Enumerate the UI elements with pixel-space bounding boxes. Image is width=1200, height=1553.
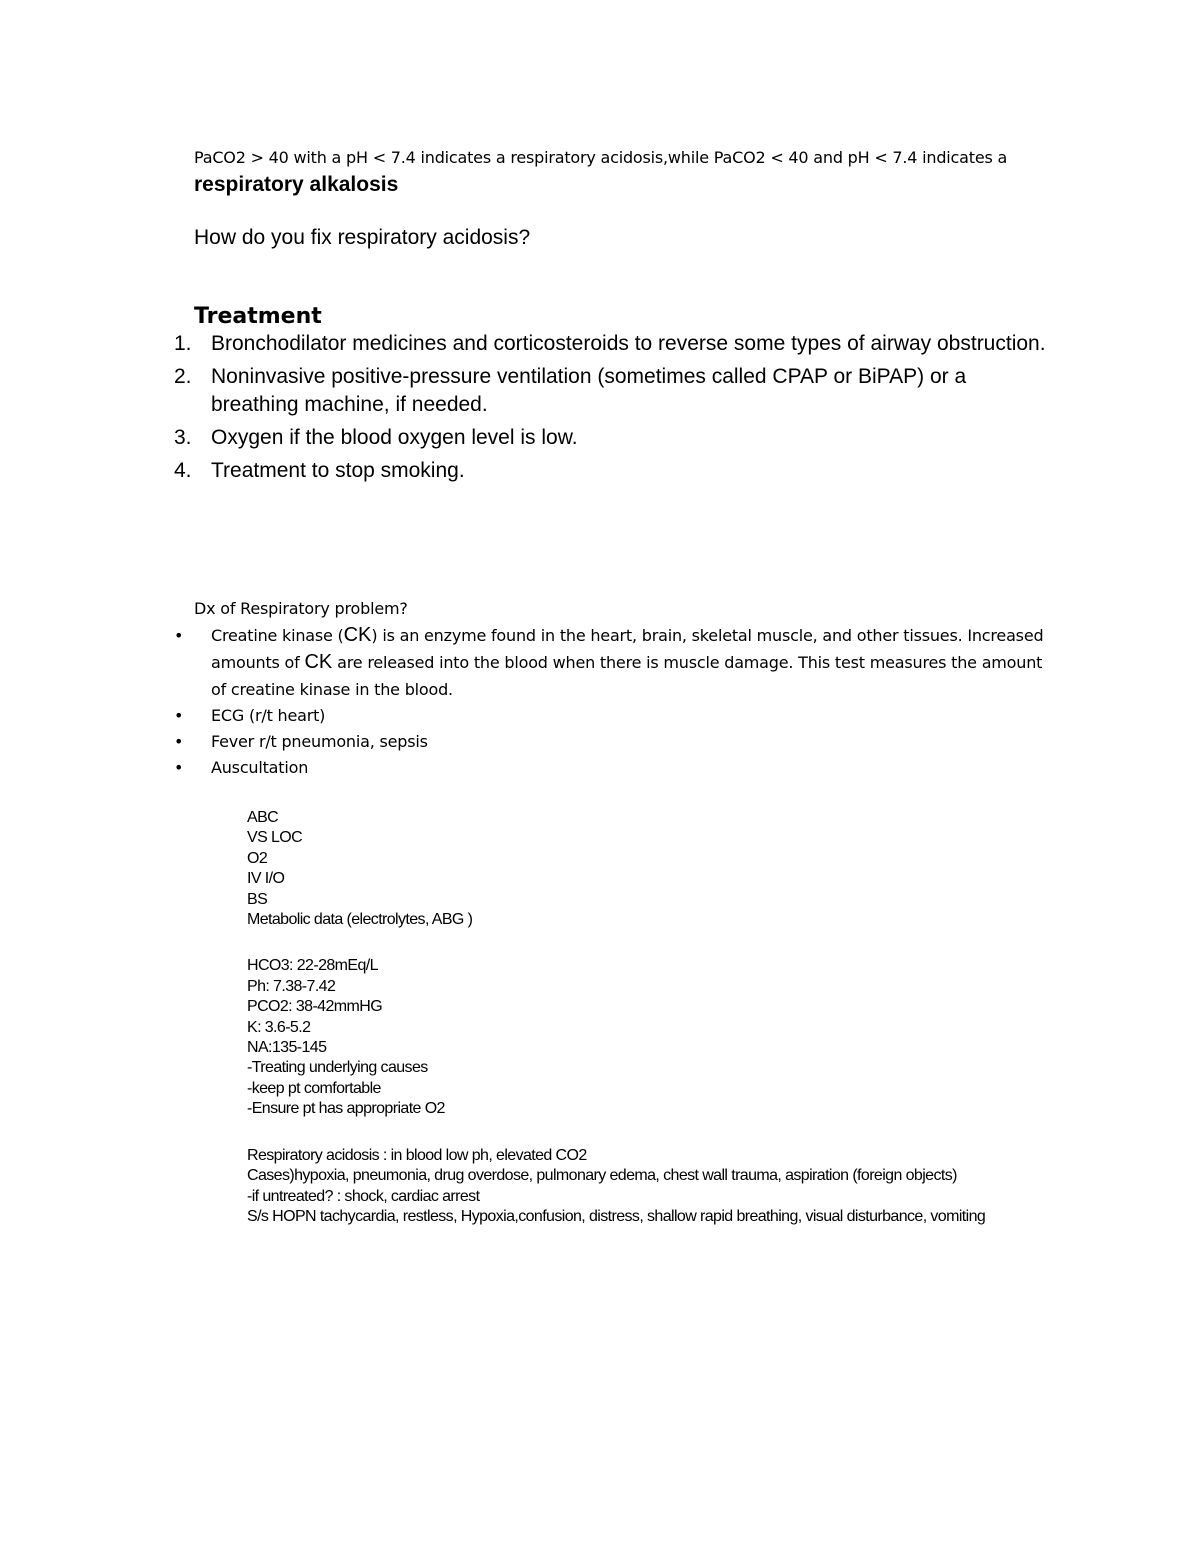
ck-text-part1: Creatine kinase ( — [211, 626, 344, 645]
intro-text: PaCO2 > 40 with a pH < 7.4 indicates a respiratory acidosis,while PaCO2 < 40 and pH < 7.4 indicates a — [194, 148, 1008, 167]
question-heading: How do you fix respiratory acidosis? — [194, 226, 531, 249]
note-line: -Treating underlying causes — [247, 1059, 428, 1077]
bullet-icon: • — [174, 732, 184, 751]
dx-item — [174, 754, 1054, 781]
note-line: O2 — [247, 849, 268, 867]
note-line: PCO2: 38-42mmHG — [247, 998, 383, 1016]
note-line: IV I/O — [247, 870, 285, 888]
treatment-item-number: 4. — [174, 459, 192, 482]
note-line: -keep pt comfortable — [247, 1079, 381, 1097]
note-line: Respiratory acidosis : in blood low ph, elevated CO2 — [247, 1146, 587, 1164]
dx-item-text: ECG (r/t heart) — [211, 706, 326, 725]
note-line: Ph: 7.38-7.42 — [247, 977, 336, 995]
dx-item-text: Auscultation — [211, 758, 309, 777]
dx-item — [174, 702, 1054, 729]
intro-paragraph — [194, 144, 1054, 199]
bullet-icon: • — [174, 758, 184, 777]
treatment-item-number: 2. — [174, 365, 192, 388]
note-spacer — [247, 930, 1047, 956]
note-line: ABC — [247, 809, 279, 826]
treatment-item — [174, 363, 1054, 419]
note-line: K: 3.6-5.2 — [247, 1018, 311, 1036]
note-line: -Ensure pt has appropriate O2 — [247, 1100, 445, 1118]
treatment-item-text: Bronchodilator medicines and corticosteroids to reverse some types of airway obstruction. — [211, 332, 1046, 355]
bullet-icon: • — [174, 706, 184, 725]
ck-text-part2: ) is an enzyme found in the heart, brain, skeletal muscle, and other tissues. Increased amounts of — [211, 626, 1044, 672]
treatment-list — [174, 330, 1054, 490]
intro-emphasis: respiratory alkalosis — [194, 173, 399, 196]
note-line: BS — [247, 890, 268, 908]
ck-abbrev: CK — [304, 651, 333, 673]
note-spacer — [247, 1120, 1047, 1146]
treatment-item-number: 1. — [174, 332, 192, 355]
note-line: Cases)hypoxia, pneumonia, drug overdose, pulmonary edema, chest wall trauma, aspiration (foreign objects) — [247, 1167, 957, 1185]
ck-text-part3: are released into the blood when there is muscle damage. This test measures the amount of creatine kinase in the blood. — [211, 653, 1043, 699]
note-line: S/s HOPN tachycardia, restless, Hypoxia,confusion, distress, shallow rapid breathing, visual disturbance, vomiting — [247, 1207, 986, 1225]
dx-heading: Dx of Respiratory problem? — [194, 599, 408, 618]
note-line: VS LOC — [247, 829, 303, 847]
bullet-icon: • — [174, 626, 184, 645]
dx-list — [174, 622, 1054, 780]
treatment-item-text: Oxygen if the blood oxygen level is low. — [211, 426, 578, 449]
dx-item-ck — [174, 622, 1054, 703]
treatment-item-text: Noninvasive positive-pressure ventilation (sometimes called CPAP or BiPAP) or a breathing machine, if needed. — [211, 365, 967, 416]
treatment-item-number: 3. — [174, 426, 192, 449]
note-line: NA:135-145 — [247, 1039, 327, 1057]
dx-item — [174, 728, 1054, 755]
dx-item-text: Fever r/t pneumonia, sepsis — [211, 732, 428, 751]
note-line: -if untreated? : shock, cardiac arrest — [247, 1187, 480, 1205]
treatment-item — [174, 424, 1054, 452]
treatment-item — [174, 330, 1054, 358]
note-line: Metabolic data (electrolytes, ABG ) — [247, 911, 473, 929]
treatment-item — [174, 457, 1054, 485]
notes-block — [247, 808, 1047, 1227]
ck-abbrev: CK — [343, 624, 372, 646]
note-line: HCO3: 22-28mEq/L — [247, 957, 378, 975]
treatment-heading: Treatment — [194, 304, 322, 329]
treatment-item-text: Treatment to stop smoking. — [211, 459, 465, 482]
